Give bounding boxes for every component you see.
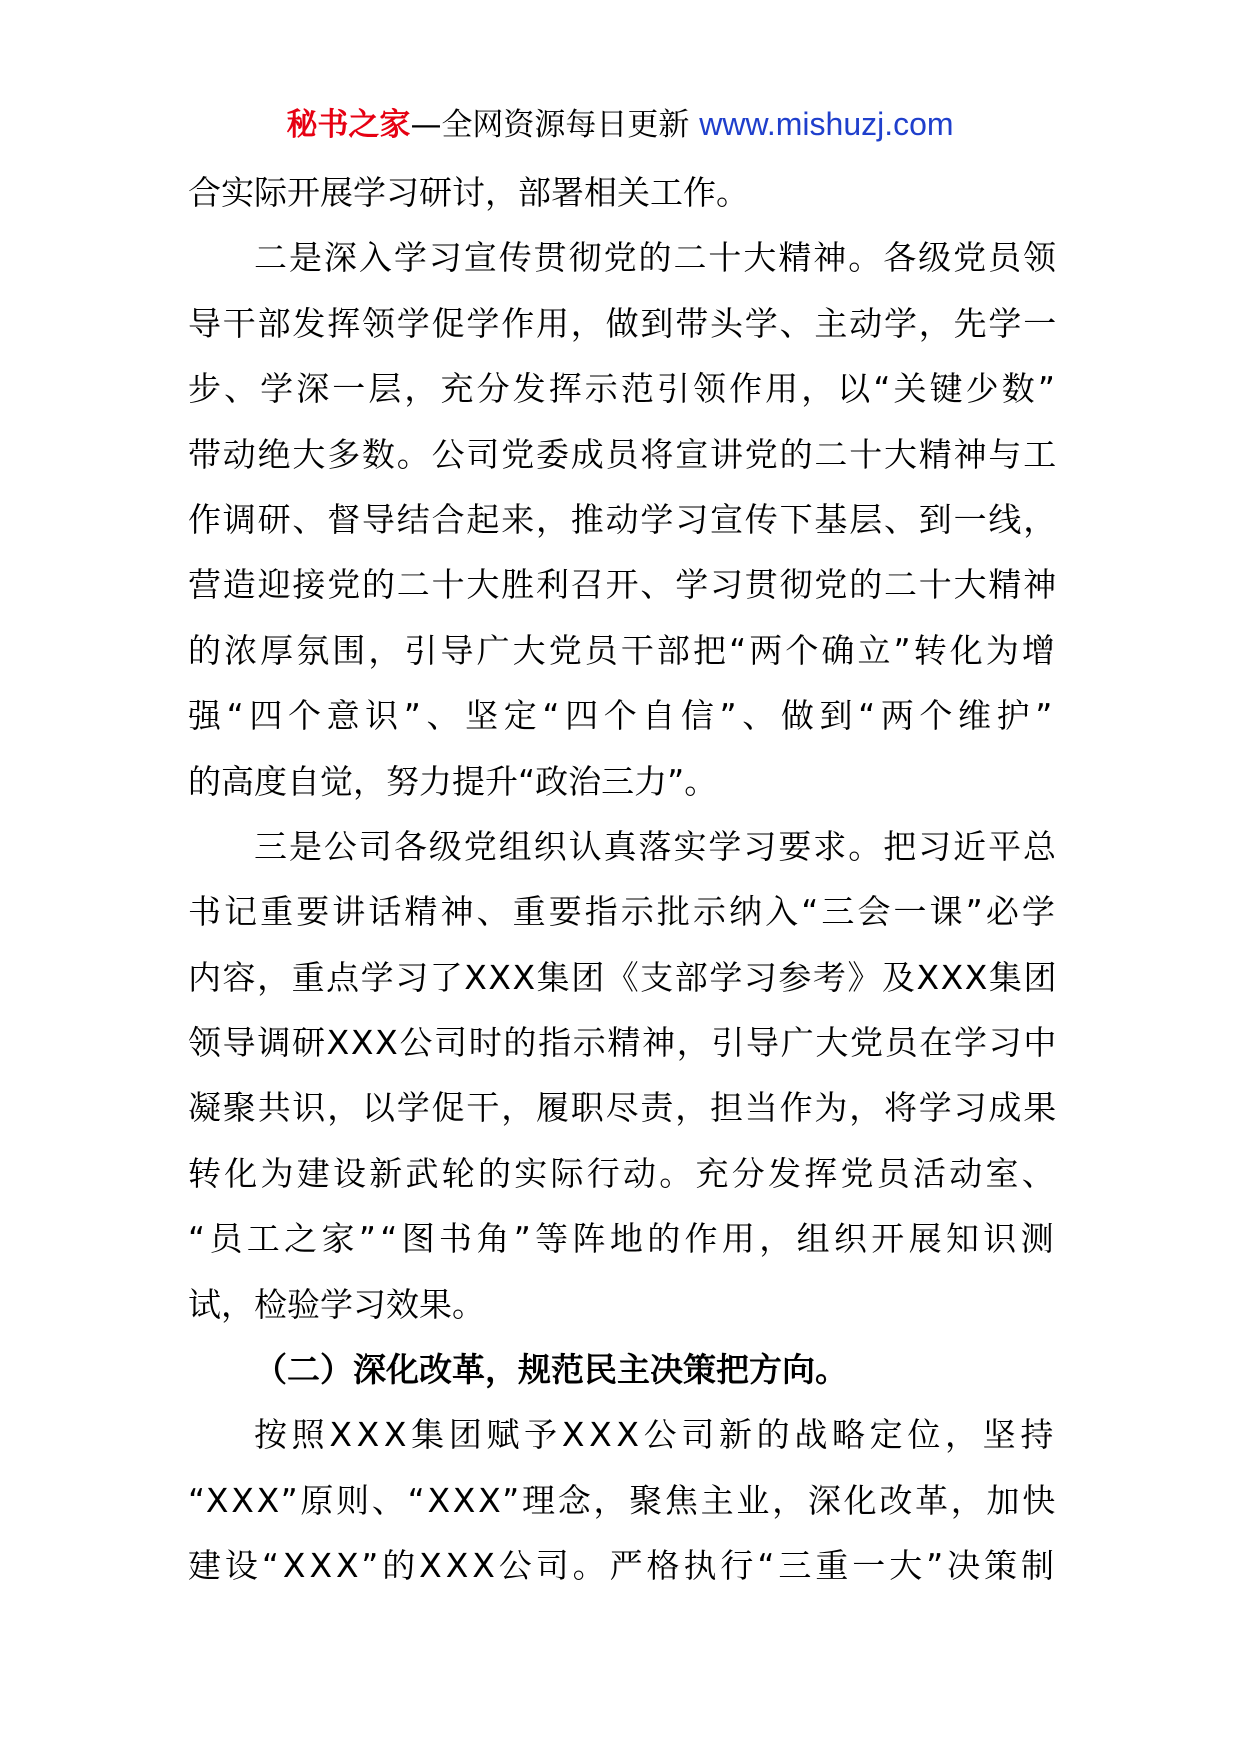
site-brand: 秘书之家 [286, 107, 411, 143]
text-line: 的浓厚氛围，引导广大党员干部把“两个确立”转化为增 [188, 630, 1058, 670]
text-line: 二是深入学习宣传贯彻党的二十大精神。各级党员领 [254, 238, 1058, 278]
site-url-link[interactable]: www.mishuzj.com [699, 106, 954, 142]
text-line: 领导调研XXX公司时的指示精神，引导广大党员在学习中 [188, 1023, 1058, 1063]
text-line: 书记重要讲话精神、重要指示批示纳入“三会一课”必学 [188, 892, 1058, 932]
text-line: “XXX”原则、“XXX”理念，聚焦主业，深化改革，加快 [188, 1480, 1058, 1520]
text-line: 凝聚共识，以学促干，履职尽责，担当作为，将学习成果 [188, 1088, 1058, 1128]
text-line: 步、学深一层，充分发挥示范引领作用，以“关键少数” [188, 369, 1058, 409]
text-line: 试，检验学习效果。 [188, 1284, 485, 1324]
section-heading: （二）深化改革，规范民主决策把方向。 [254, 1350, 848, 1390]
text-line: 的高度自觉，努力提升“政治三力”。 [188, 761, 718, 801]
text-line: 强“四个意识”、坚定“四个自信”、做到“两个维护” [188, 696, 1058, 736]
site-tagline: —全网资源每日更新 [410, 107, 690, 143]
text-line: 合实际开展学习研讨，部署相关工作。 [188, 173, 749, 212]
text-line: 三是公司各级党组织认真落实学习要求。把习近平总 [254, 826, 1058, 866]
text-line: 按照XXX集团赋予XXX公司新的战略定位，坚持 [254, 1415, 1058, 1455]
text-line: 营造迎接党的二十大胜利召开、学习贯彻党的二十大精神 [188, 565, 1058, 605]
text-line: 作调研、督导结合起来，推动学习宣传下基层、到一线， [188, 499, 1058, 539]
text-line: 建设“XXX”的XXX公司。严格执行“三重一大”决策制 [188, 1546, 1058, 1586]
site-header [0, 102, 1240, 147]
document-body [188, 160, 1058, 1599]
text-line: 带动绝大多数。公司党委成员将宣讲党的二十大精神与工 [188, 434, 1058, 474]
text-line: 转化为建设新武轮的实际行动。充分发挥党员活动室、 [188, 1153, 1058, 1193]
text-line: 导干部发挥领学促学作用，做到带头学、主动学，先学一 [188, 303, 1058, 343]
text-line: “员工之家”“图书角”等阵地的作用，组织开展知识测 [188, 1219, 1058, 1259]
text-line: 内容，重点学习了XXX集团《支部学习参考》及XXX集团 [188, 957, 1058, 997]
